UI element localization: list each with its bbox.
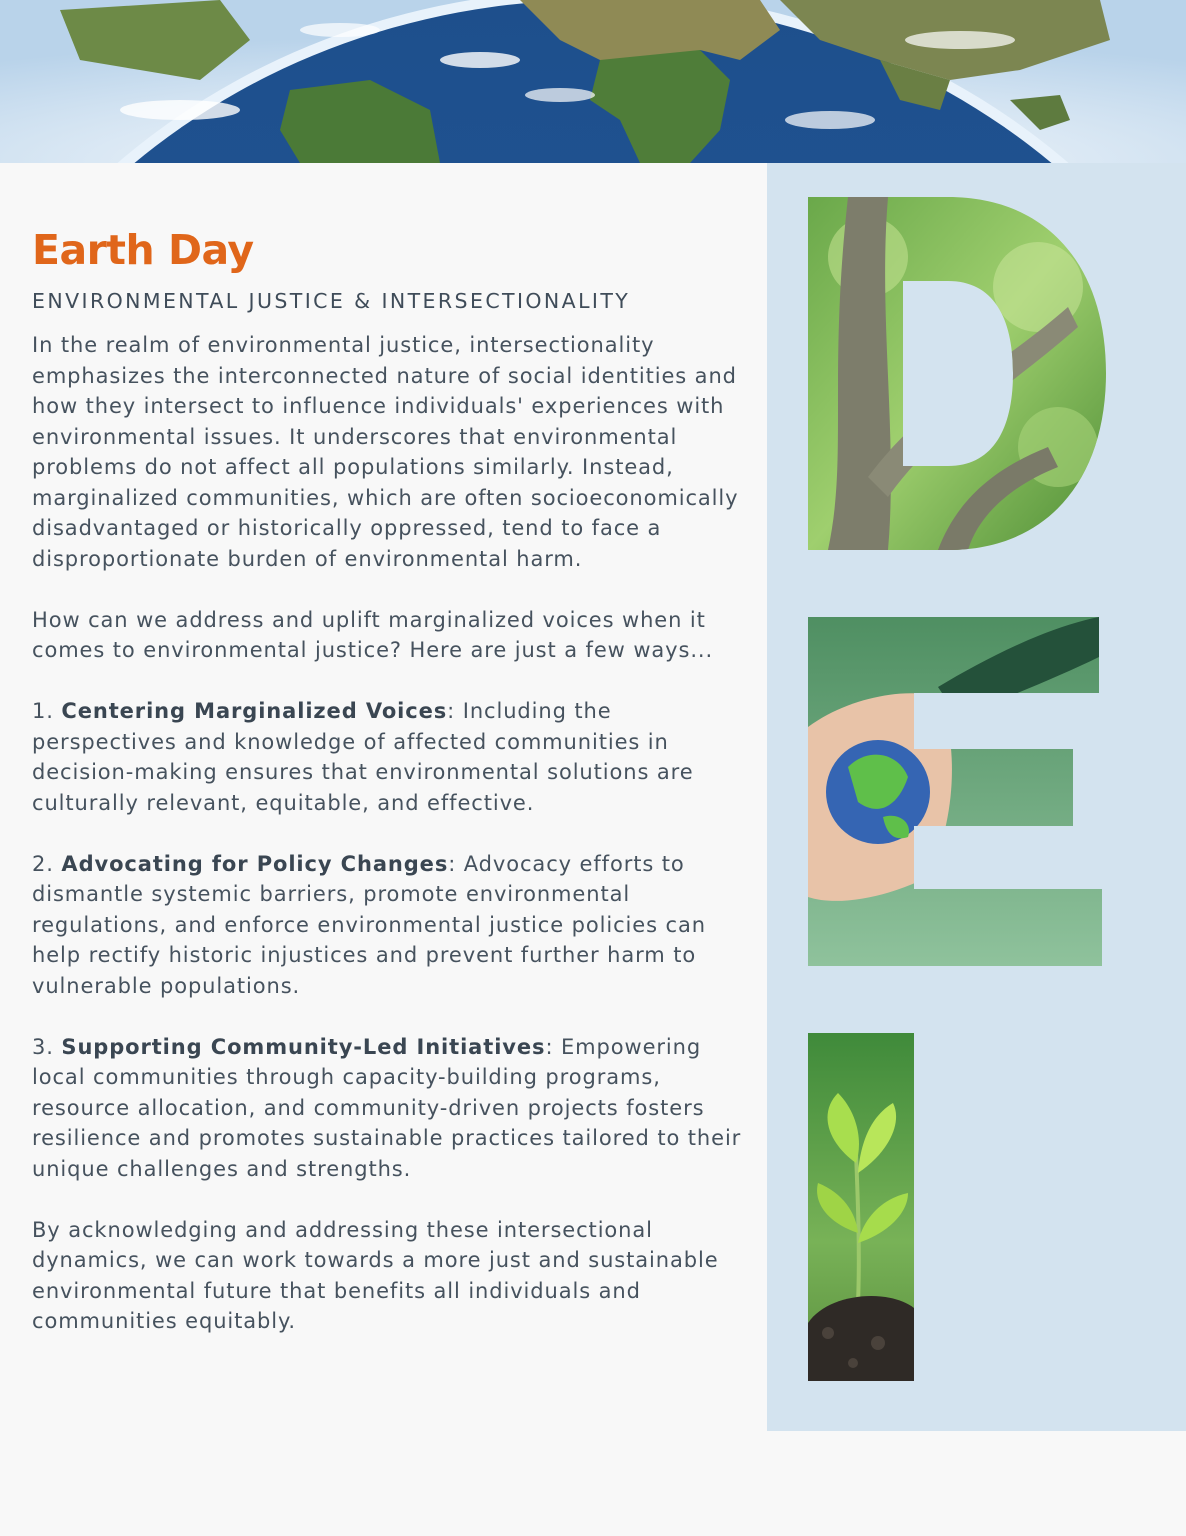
letter-i-sprout-image xyxy=(808,1033,914,1381)
item-heading: Centering Marginalized Voices xyxy=(61,699,448,723)
page-subtitle: ENVIRONMENTAL JUSTICE & INTERSECTIONALITY xyxy=(32,289,631,313)
item-text: : Empowering local communities through capacity-building programs, resource allocation, and community-driven projects fosters resilience and promotes sustainable practices tailored to their unique challenges and strengths. xyxy=(32,1034,742,1181)
letter-e-globe-image xyxy=(808,617,1102,966)
globe-icon xyxy=(0,0,1186,163)
earth-banner-image xyxy=(0,0,1186,163)
letter-d-tree-image xyxy=(808,197,1106,550)
article xyxy=(32,222,752,1337)
item-number: 2. xyxy=(32,851,54,876)
item-heading: Advocating for Policy Changes xyxy=(61,851,449,876)
item-text: : Including the perspectives and knowledge of affected communities in decision-making ensures that environmental solutions are culturally relevant, equitable, and effective. xyxy=(32,699,694,815)
dei-panel xyxy=(767,163,1186,1431)
item-heading: Supporting Community-Led Initiatives xyxy=(61,1034,546,1059)
list-item xyxy=(32,849,752,1002)
item-text: : Advocacy efforts to dismantle systemic barriers, promote environmental regulations, and enforce environmental justice policies can help rectify historic injustices and prevent further harm to vulnerable populations. xyxy=(32,851,706,998)
item-number: 3. xyxy=(32,1034,54,1059)
page-title: Earth Day xyxy=(32,226,254,274)
intro-paragraph: In the realm of environmental justice, intersectionality emphasizes the interconnected nature of social identities and how they intersect to influence individuals' experiences with environmental issues. It underscores that environmental problems do not affect all populations similarly. Instead, marginalized communities, which are often socioeconomically disadvantaged or historically oppressed, tend to face a disproportionate burden of environmental harm. xyxy=(32,333,739,571)
list-item xyxy=(32,1032,752,1185)
item-number: 1. xyxy=(32,699,54,723)
list-item xyxy=(32,696,752,818)
conclusion-paragraph: By acknowledging and addressing these intersectional dynamics, we can work towards a more just and sustainable environmental future that benefits all individuals and communities equitably. xyxy=(32,1217,719,1333)
article-body xyxy=(32,330,752,1337)
question-paragraph: How can we address and uplift marginalized voices when it comes to environmental justice? Here are just a few ways... xyxy=(32,607,714,662)
